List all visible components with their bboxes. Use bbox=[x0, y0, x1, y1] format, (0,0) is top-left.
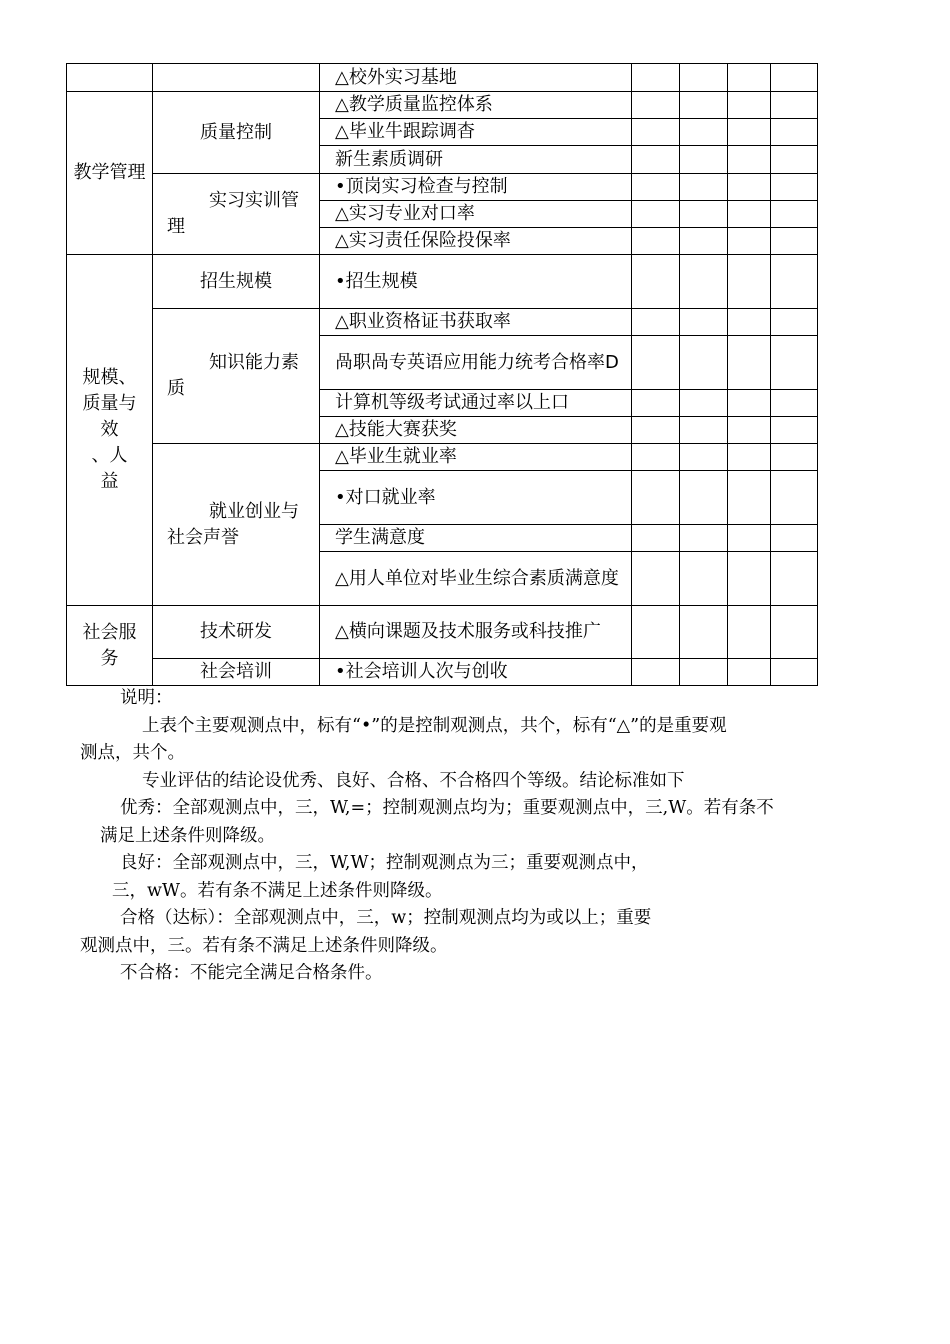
table-row bbox=[67, 64, 818, 92]
notes-paragraph: 优秀：全部观测点中，三，W,=；控制观测点均为；重要观测点中，三,W。若有条不 bbox=[120, 798, 774, 818]
subcategory-cell: 招生规模 bbox=[153, 255, 320, 309]
notes-paragraph: 满足上述条件则降级。 bbox=[100, 825, 275, 846]
observation-point: •社会培训人次与创收 bbox=[320, 659, 632, 686]
grade-cell bbox=[680, 64, 728, 92]
observation-point: △职业资格证书获取率 bbox=[320, 309, 632, 336]
observation-point: •顶岗实习检查与控制 bbox=[320, 174, 632, 201]
subcategory-cell: 质量控制 bbox=[153, 92, 320, 174]
table-row bbox=[67, 659, 818, 686]
subcategory-cell: 就业创业与 社会声誉 bbox=[153, 444, 320, 606]
subcategory-cell bbox=[153, 64, 320, 92]
category-cell: 规模、 质量与 效 、人 益 bbox=[67, 255, 153, 606]
grade-cell bbox=[771, 64, 818, 92]
notes-paragraph: 专业评估的结论设优秀、良好、合格、不合格四个等级。结论标准如下 bbox=[142, 770, 685, 791]
table-row bbox=[67, 255, 818, 309]
table-row bbox=[67, 174, 818, 201]
observation-point: •招生规模 bbox=[320, 255, 632, 309]
notes-paragraph: 良好：全部观测点中，三，W,W；控制观测点为三；重要观测点中， bbox=[120, 853, 649, 873]
observation-point: 新生素质调研 bbox=[320, 146, 632, 174]
observation-point: △校外实习基地 bbox=[320, 64, 632, 92]
notes-title: 说明： bbox=[120, 688, 173, 708]
observation-point: •对口就业率 bbox=[320, 471, 632, 525]
grade-cell bbox=[728, 64, 771, 92]
evaluation-table bbox=[66, 63, 818, 686]
subcategory-cell: 社会培训 bbox=[153, 659, 320, 686]
table-row bbox=[67, 92, 818, 119]
subcategory-cell: 实习实训管 理 bbox=[153, 174, 320, 255]
table-row bbox=[67, 309, 818, 336]
category-cell: 社会服 务 bbox=[67, 606, 153, 686]
notes-paragraph: 观测点中，三。若有条不满足上述条件则降级。 bbox=[80, 935, 448, 956]
category-cell: 教学管理 bbox=[67, 92, 153, 255]
observation-point: △毕业生就业率 bbox=[320, 444, 632, 471]
observation-point: △教学质量监控体系 bbox=[320, 92, 632, 119]
notes-paragraph: 合格（达标）：全部观测点中，三，w；控制观测点均为或以上；重要 bbox=[120, 908, 652, 928]
observation-point: △用人单位对毕业生综合素质满意度 bbox=[320, 552, 632, 606]
observation-point: 计算机等级考试通过率以上口 bbox=[320, 390, 632, 417]
observation-point: 咼职咼专英语应用能力统考合格率D bbox=[320, 336, 632, 390]
subcategory-cell: 知识能力素 质 bbox=[153, 309, 320, 444]
table-row bbox=[67, 606, 818, 659]
notes-paragraph: 测点，共个。 bbox=[80, 743, 185, 763]
notes-section bbox=[80, 685, 870, 988]
grade-cell bbox=[632, 64, 680, 92]
observation-point: △实习责任保险投保率 bbox=[320, 228, 632, 255]
observation-point: △毕业牛跟踪调杳 bbox=[320, 119, 632, 146]
observation-point: 学生满意度 bbox=[320, 525, 632, 552]
subcategory-cell: 技术研发 bbox=[153, 606, 320, 659]
observation-point: △技能大赛获奖 bbox=[320, 417, 632, 444]
notes-paragraph: 三，wW。若有条不满足上述条件则降级。 bbox=[112, 880, 443, 901]
notes-paragraph: 上表个主要观测点中，标有“•”的是控制观测点，共个，标有“△”的是重要观 bbox=[142, 715, 727, 736]
category-cell bbox=[67, 64, 153, 92]
table-row bbox=[67, 444, 818, 471]
observation-point: △实习专业对口率 bbox=[320, 201, 632, 228]
notes-paragraph: 不合格：不能完全满足合格条件。 bbox=[120, 963, 383, 983]
observation-point: △横向课题及技术服务或科技推广 bbox=[320, 606, 632, 659]
